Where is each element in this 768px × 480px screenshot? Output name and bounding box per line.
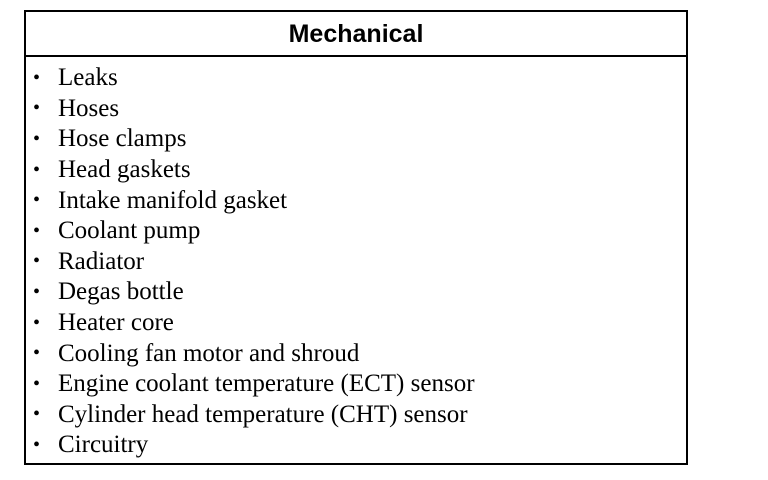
list-item (26, 247, 686, 278)
item-label: Hoses (58, 94, 120, 122)
list-item (26, 124, 686, 155)
bullet-icon: • (33, 372, 41, 395)
table-header: Mechanical (26, 12, 686, 57)
bullet-icon: • (33, 97, 41, 120)
item-label: Radiator (58, 247, 145, 275)
item-label: Cooling fan motor and shroud (58, 339, 360, 367)
bullet-icon: • (33, 66, 41, 89)
list-item (26, 369, 686, 400)
item-label: Cylinder head temperature (CHT) sensor (58, 400, 468, 428)
bullet-icon: • (33, 311, 41, 334)
list-item (26, 185, 686, 216)
list-item (26, 216, 686, 247)
item-list (26, 57, 686, 461)
item-label: Coolant pump (58, 217, 201, 245)
bullet-icon: • (33, 250, 41, 273)
bullet-icon: • (33, 403, 41, 426)
bullet-icon: • (33, 219, 41, 242)
mechanical-checklist-table (24, 10, 688, 465)
list-item (26, 94, 686, 125)
list-item (26, 63, 686, 94)
list-item (26, 338, 686, 369)
item-label: Hose clamps (58, 125, 187, 153)
list-item (26, 430, 686, 461)
list-item (26, 400, 686, 431)
list-item (26, 308, 686, 339)
bullet-icon: • (33, 342, 41, 365)
bullet-icon: • (33, 127, 41, 150)
item-label: Degas bottle (58, 278, 184, 306)
bullet-icon: • (33, 189, 41, 212)
item-label: Intake manifold gasket (58, 186, 288, 214)
item-label: Circuitry (58, 431, 149, 459)
list-item (26, 277, 686, 308)
bullet-icon: • (33, 433, 41, 456)
bullet-icon: • (33, 158, 41, 181)
list-item (26, 155, 686, 186)
item-label: Head gaskets (58, 156, 191, 184)
item-label: Engine coolant temperature (ECT) sensor (58, 370, 475, 398)
item-label: Leaks (58, 64, 118, 92)
bullet-icon: • (33, 280, 41, 303)
item-label: Heater core (58, 309, 174, 337)
